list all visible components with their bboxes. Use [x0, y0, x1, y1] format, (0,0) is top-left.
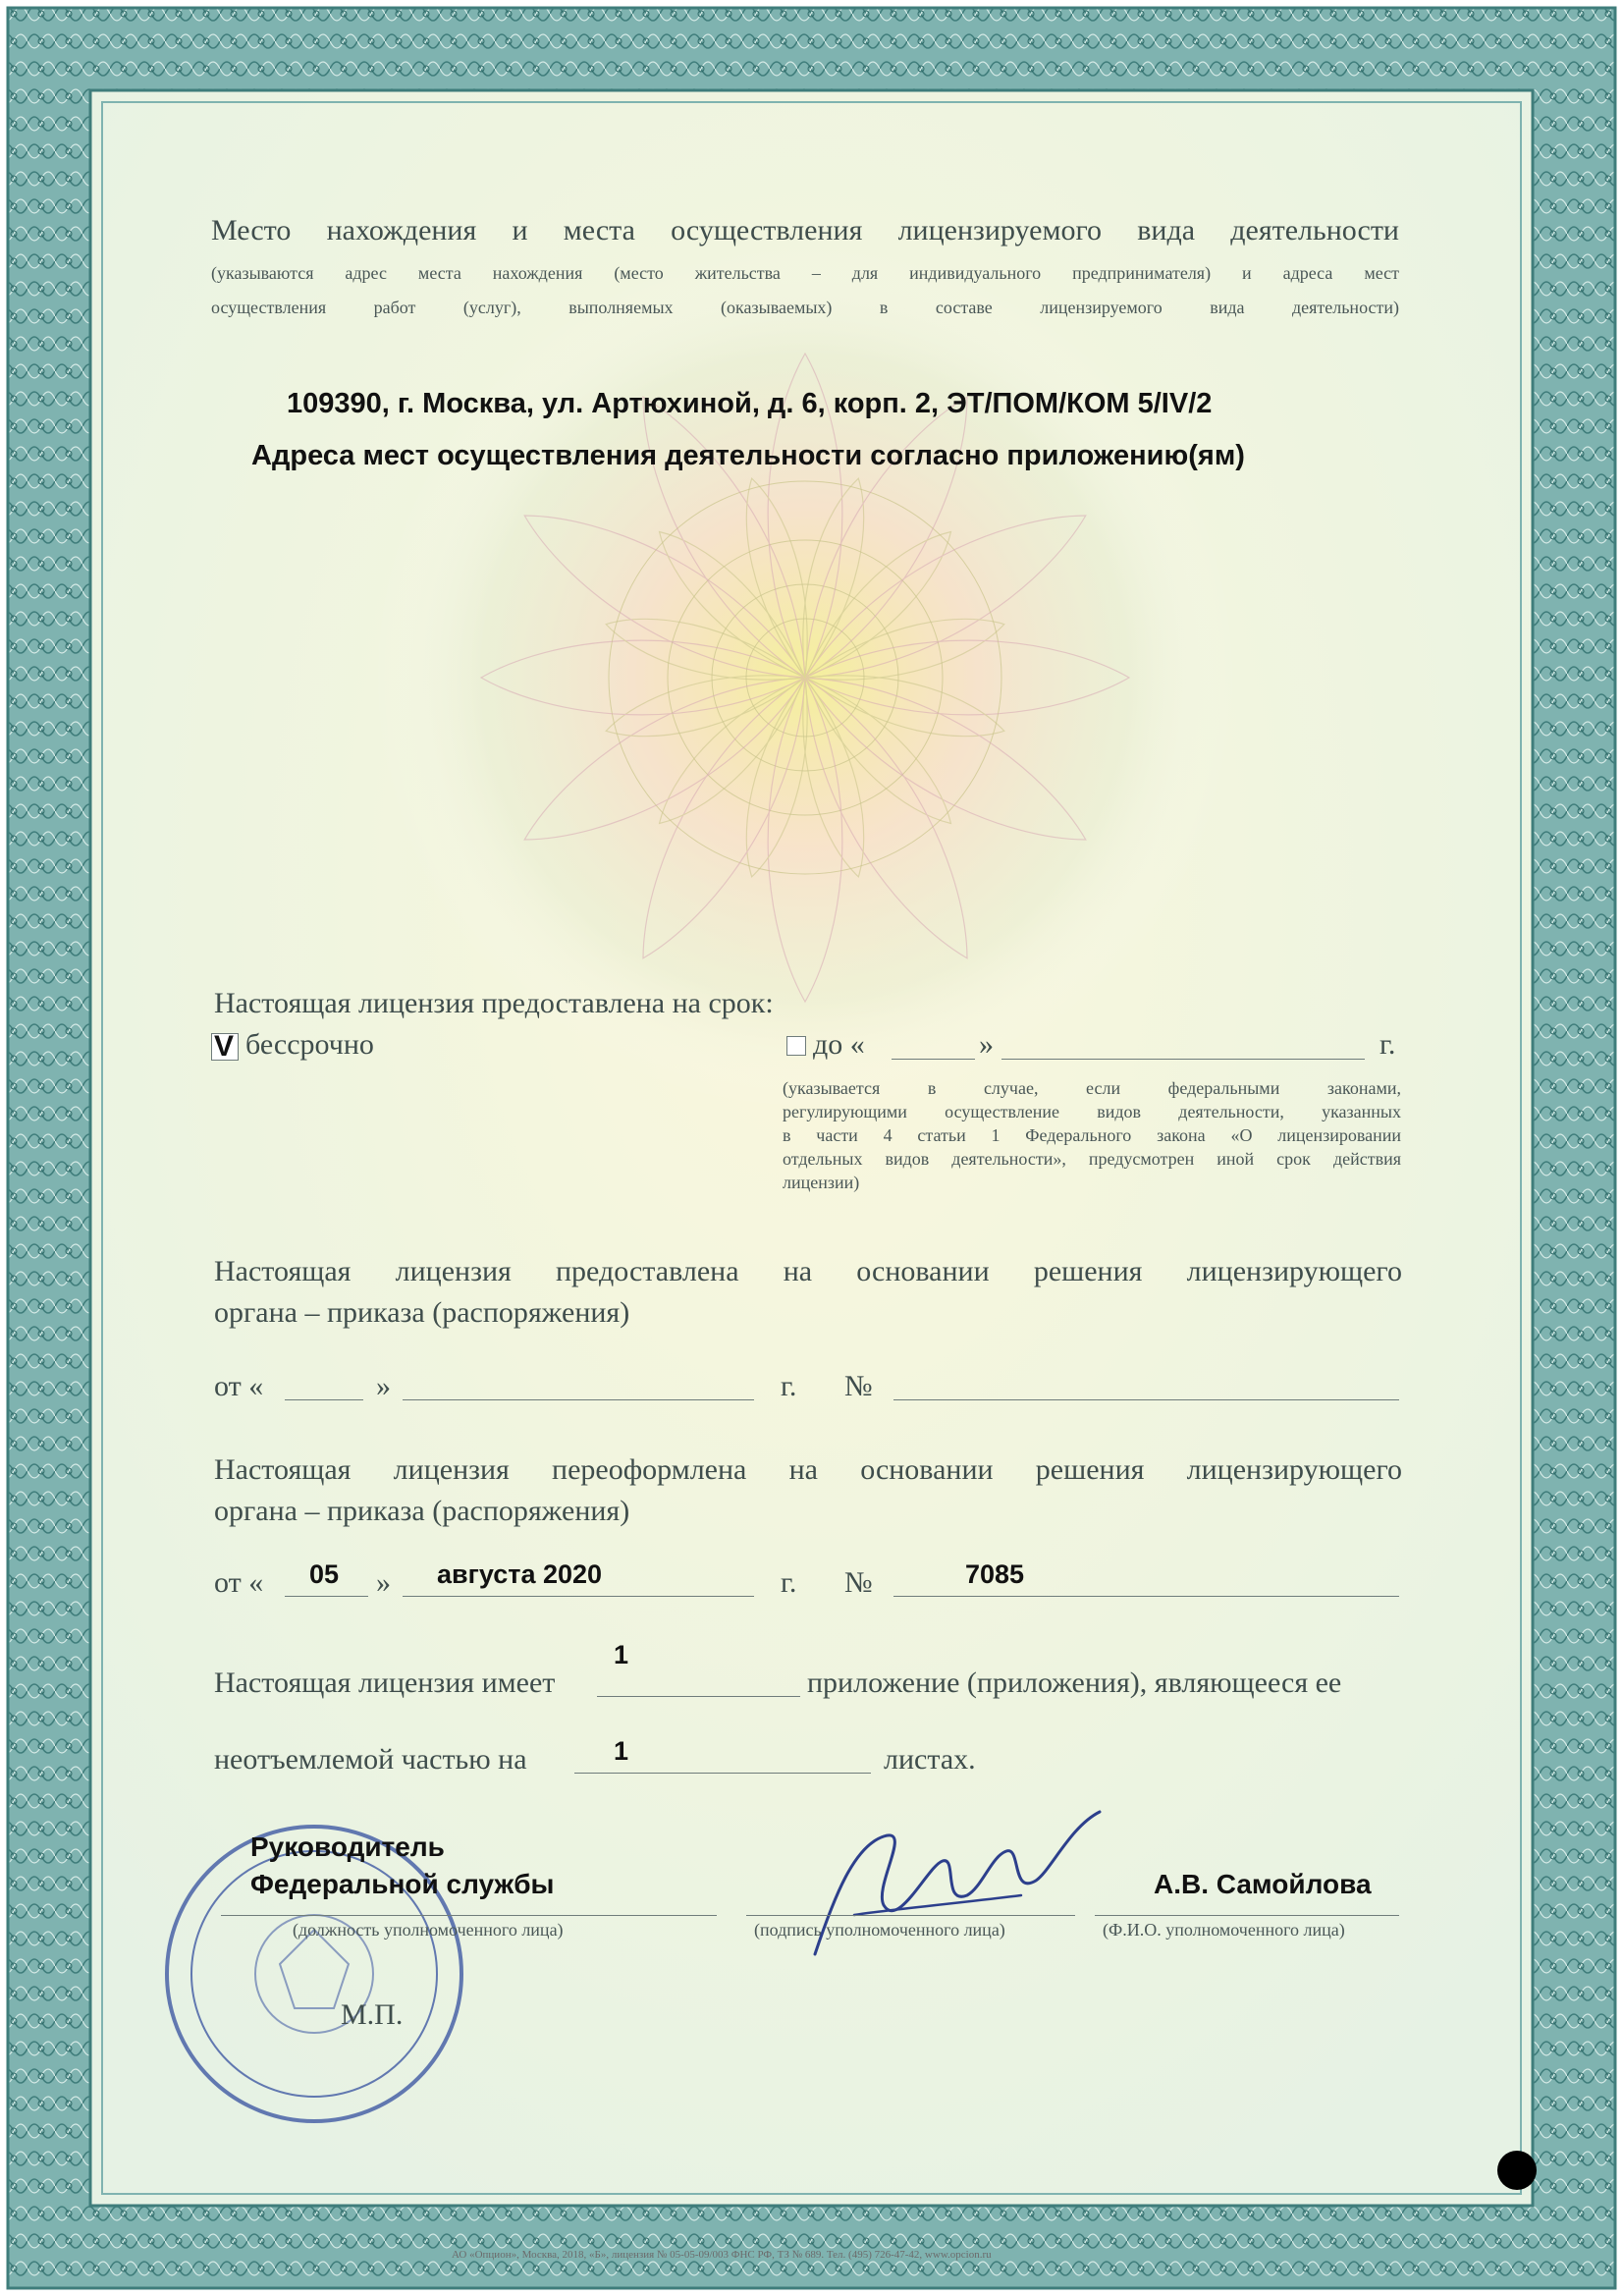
term-until-checkbox — [786, 1036, 806, 1056]
signature-line — [746, 1915, 1075, 1916]
term-unlimited-checkbox — [211, 1030, 239, 1063]
grant-line1: Настоящая лицензия предоставлена на основании решения лицензирующего — [214, 1255, 1402, 1287]
grant-number-line — [893, 1399, 1399, 1400]
term-until-mid: » — [979, 1028, 994, 1061]
reissue-day-line — [285, 1596, 368, 1597]
grant-from-open: от « — [214, 1370, 264, 1402]
reissue-number-line — [893, 1596, 1399, 1597]
term-until-day-line — [892, 1059, 975, 1060]
reissue-year-suffix: г. — [781, 1566, 797, 1599]
grant-year-suffix: г. — [781, 1370, 797, 1402]
printer-imprint: АО «Опцион», Москва, 2018, «Б», лицензия № 05-05-09/003 ФНС РФ, ТЗ № 689. Тел. (495) 726-47-42, www.opcion.ru — [452, 2249, 992, 2261]
signature-hint: (подпись уполномоченного лица) — [754, 1920, 1005, 1940]
reissue-month-year: августа 2020 — [437, 1559, 603, 1589]
term-until-suffix: г. — [1380, 1028, 1396, 1061]
position-line — [221, 1915, 717, 1916]
term-unlimited-label: бессрочно — [245, 1028, 374, 1061]
appendix-sheets-line — [574, 1773, 871, 1774]
grant-number-sign: № — [844, 1370, 873, 1402]
reissue-line2: органа – приказа (распоряжения) — [214, 1495, 630, 1527]
location-heading: Место нахождения и места осуществления лицензируемого вида деятельности — [211, 214, 1399, 246]
reissue-day: 05 — [309, 1559, 340, 1589]
signatory-name: А.В. Самойлова — [1154, 1869, 1372, 1899]
term-heading: Настоящая лицензия предоставлена на срок: — [214, 987, 774, 1019]
appendix-suffix: приложение (приложения), являющееся ее — [807, 1667, 1342, 1699]
signatory-position-line2: Федеральной службы — [250, 1869, 555, 1899]
name-hint: (Ф.И.О. уполномоченного лица) — [1103, 1920, 1345, 1940]
appendix-prefix: Настоящая лицензия имеет — [214, 1667, 556, 1699]
location-hint-line1: (указываются адрес места нахождения (место жительства – для индивидуального предпринимателя) и адреса мест — [211, 263, 1399, 283]
grant-from-close: » — [376, 1370, 391, 1402]
reissue-line1: Настоящая лицензия переоформлена на основании решения лицензирующего — [214, 1453, 1402, 1486]
term-hint-line4: отдельных видов деятельности», предусмотрен иной срок действия — [783, 1149, 1401, 1169]
reissue-month-line — [403, 1596, 754, 1597]
reissue-from-close: » — [376, 1566, 391, 1599]
term-until-month-line — [1001, 1059, 1365, 1060]
appendix-count: 1 — [614, 1640, 629, 1669]
addresses-note: Адреса мест осуществления деятельности согласно приложению(ям) — [251, 440, 1245, 471]
position-hint: (должность уполномоченного лица) — [293, 1920, 564, 1940]
term-until-prefix: до « — [813, 1028, 865, 1061]
reissue-number-sign: № — [844, 1566, 873, 1599]
term-hint-line1: (указывается в случае, если федеральными законами, — [783, 1078, 1401, 1098]
reissue-from-open: от « — [214, 1566, 264, 1599]
appendix-count-line — [597, 1696, 800, 1697]
check-mark: V — [214, 1030, 235, 1063]
appendix-sheets-count: 1 — [614, 1736, 629, 1766]
grant-line2: органа – приказа (распоряжения) — [214, 1296, 630, 1329]
seal-place: М.П. — [341, 1998, 404, 2031]
term-hint-line5: лицензии) — [783, 1173, 860, 1192]
appendix-sheets-suffix: листах. — [884, 1743, 976, 1776]
grant-day-line — [285, 1399, 363, 1400]
term-hint-line3: в части 4 статьи 1 Федерального закона «О лицензировании — [783, 1125, 1401, 1145]
name-line — [1095, 1915, 1399, 1916]
grant-month-line — [403, 1399, 754, 1400]
term-hint-line2: регулирующими осуществление видов деятельности, указанных — [783, 1102, 1401, 1121]
signatory-position-line1: Руководитель — [250, 1831, 445, 1862]
reissue-number: 7085 — [965, 1559, 1025, 1589]
location-hint-line2: осуществления работ (услуг), выполняемых (оказываемых) в составе лицензируемого вида деятельности) — [211, 298, 1399, 317]
appendix-sheets-prefix: неотъемлемой частью на — [214, 1743, 527, 1776]
license-address: 109390, г. Москва, ул. Артюхиной, д. 6, корп. 2, ЭТ/ПОМ/КОМ 5/IV/2 — [287, 388, 1213, 419]
